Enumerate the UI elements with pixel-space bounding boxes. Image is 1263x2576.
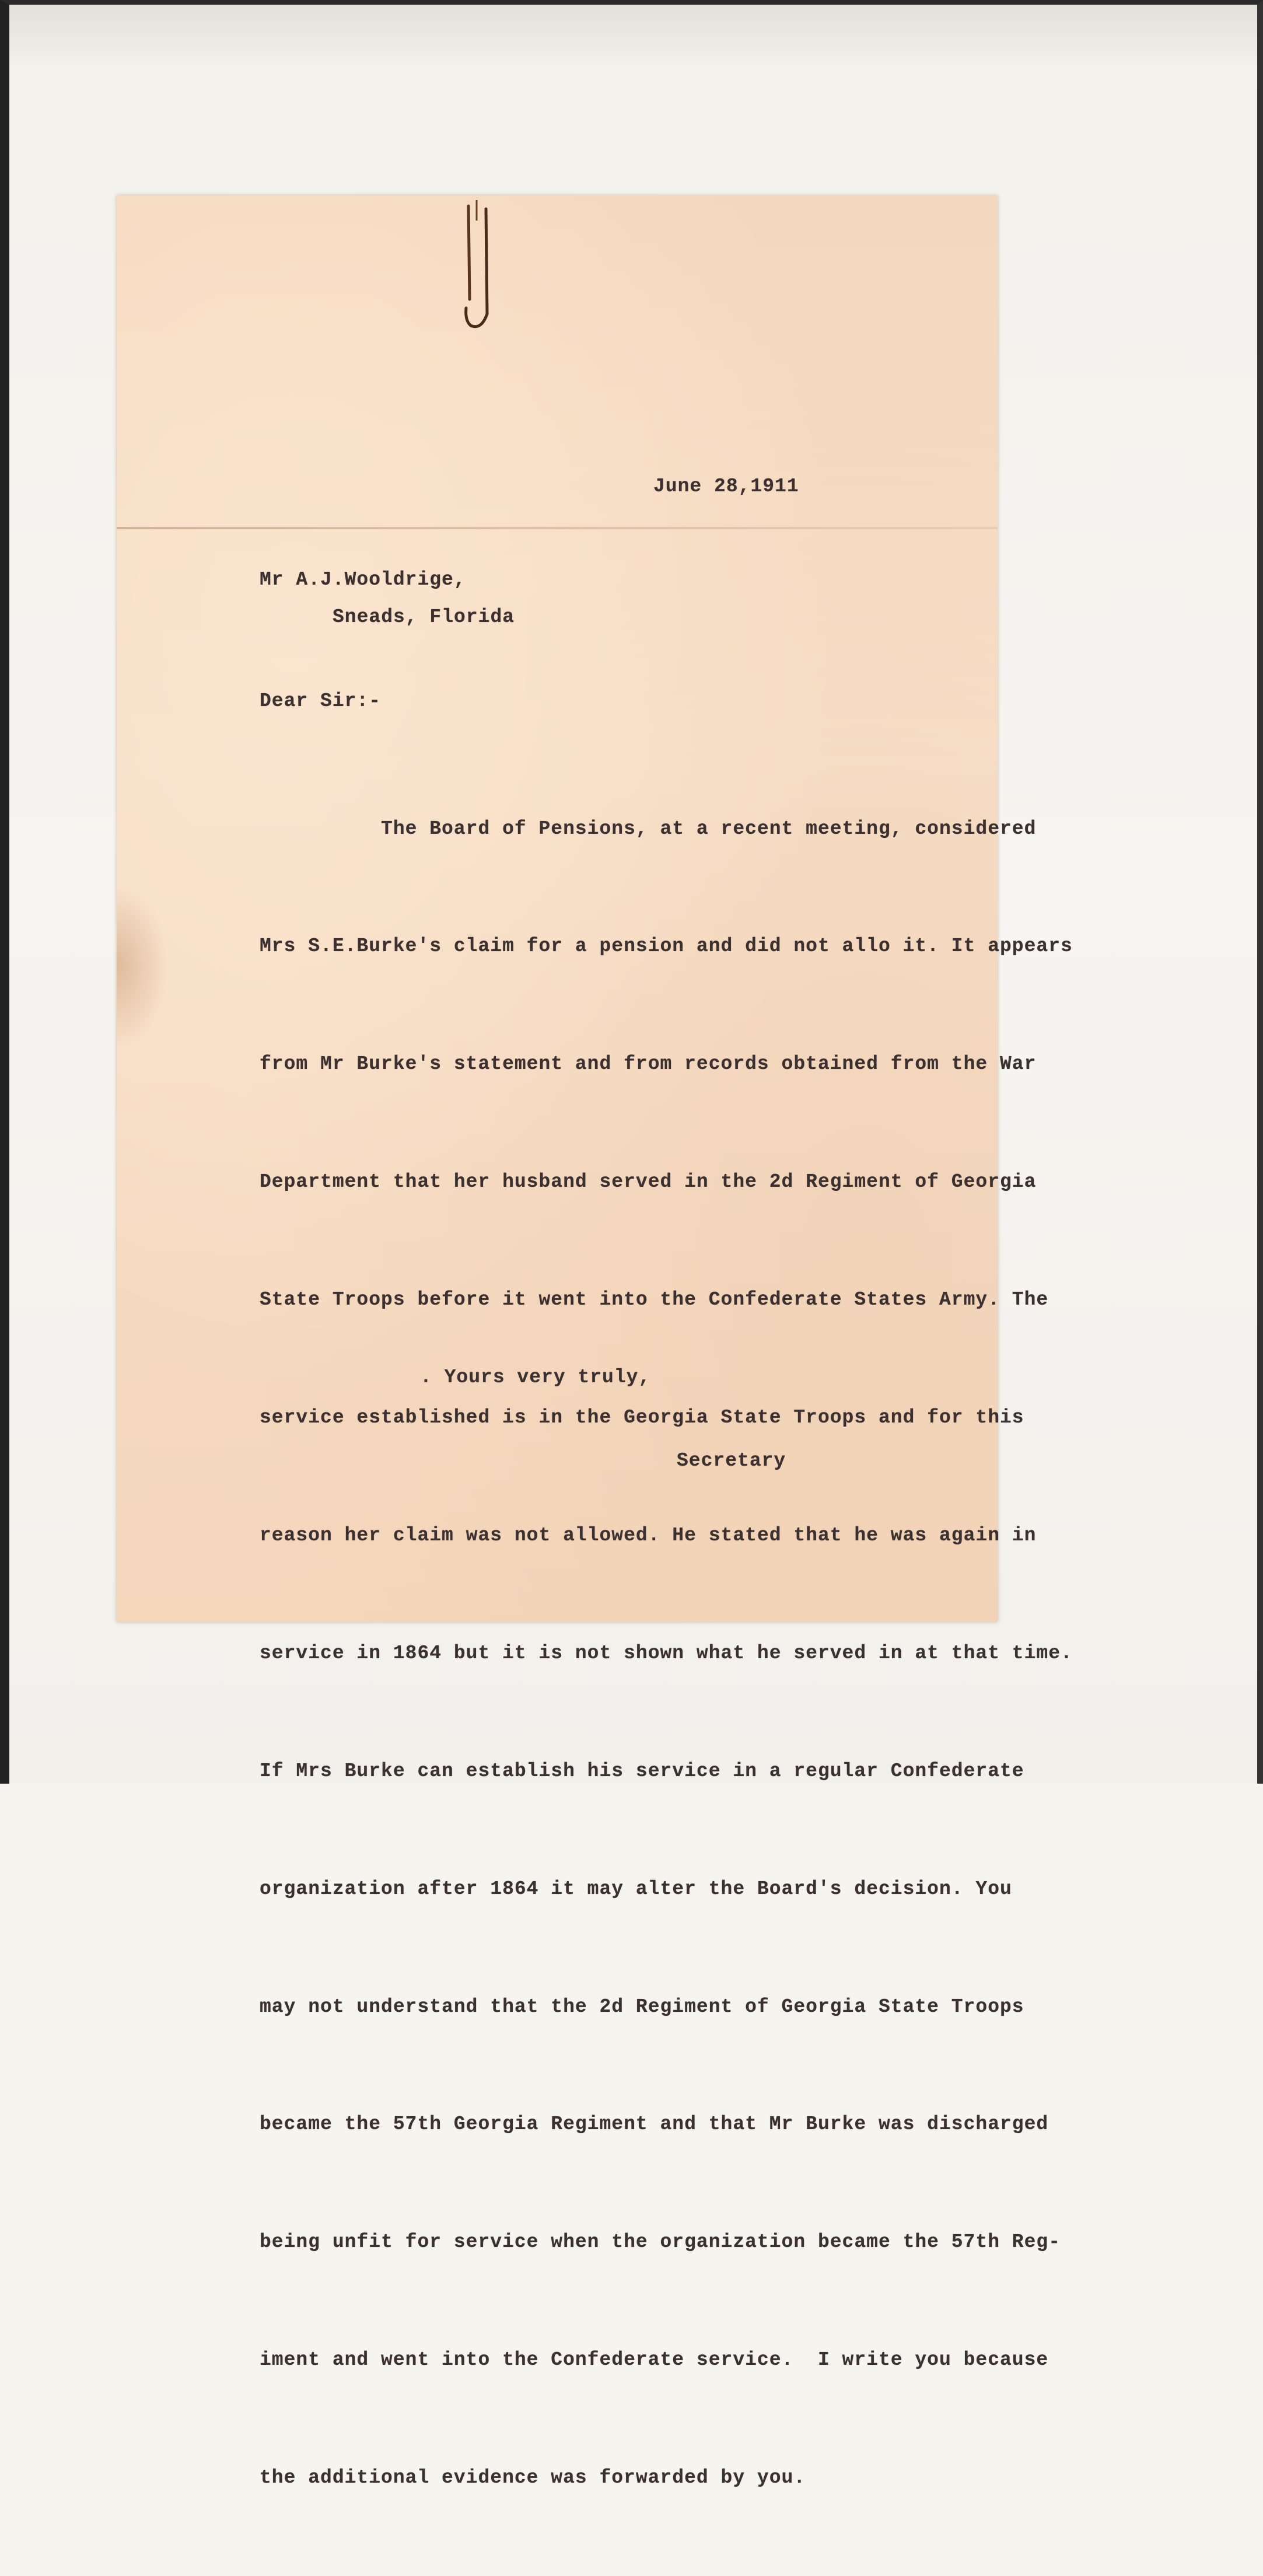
body-line: iment and went into the Confederate service. I write you because [260,2349,1049,2371]
body-line: reason her claim was not allowed. He stated that he was again in [260,1524,1037,1546]
body-line: from Mr Burke's statement and from records obtained from the War [260,1053,1037,1075]
signature-title: Secretary [677,1450,786,1471]
paper-edge-stain [117,884,169,1047]
recipient-name: Mr A.J.Wooldrige, [260,569,466,590]
body-line: may not understand that the 2d Regiment of Georgia State Troops [260,1995,1024,2018]
letter-date: June 28,1911 [653,476,799,497]
body-line: service in 1864 but it is not shown what he served in at that time. [260,1642,1073,1664]
body-line: the additional evidence was forwarded by you. [260,2467,806,2489]
body-line: Department that her husband served in the 2d Regiment of Georgia [260,1171,1037,1193]
scanner-lid-shadow [9,5,1257,69]
paperclip-rust-icon [440,197,505,337]
complimentary-closing: . Yours very truly, [420,1366,651,1388]
salutation: Dear Sir:- [260,690,382,712]
body-line: service established is in the Georgia State Troops and for this [260,1407,1024,1429]
body-line: became the 57th Georgia Regiment and that Mr Burke was discharged [260,2113,1049,2135]
body-line: being unfit for service when the organization became the 57th Reg- [260,2231,1061,2253]
letter-page [117,195,1073,2489]
body-line: If Mrs Burke can establish his service in a regular Confederate [260,1760,1024,1782]
body-line: Mrs S.E.Burke's claim for a pension and did not allo it. It appears [260,935,1073,957]
recipient-address: Sneads, Florida [333,606,515,628]
letter-body [260,730,1073,2576]
body-line: The Board of Pensions, at a recent meeting, considered [260,817,1037,840]
body-line: organization after 1864 it may alter the Board's decision. You [260,1878,1012,1900]
paper-fold-line [117,527,998,529]
body-line: State Troops before it went into the Confederate States Army. The [260,1289,1049,1311]
